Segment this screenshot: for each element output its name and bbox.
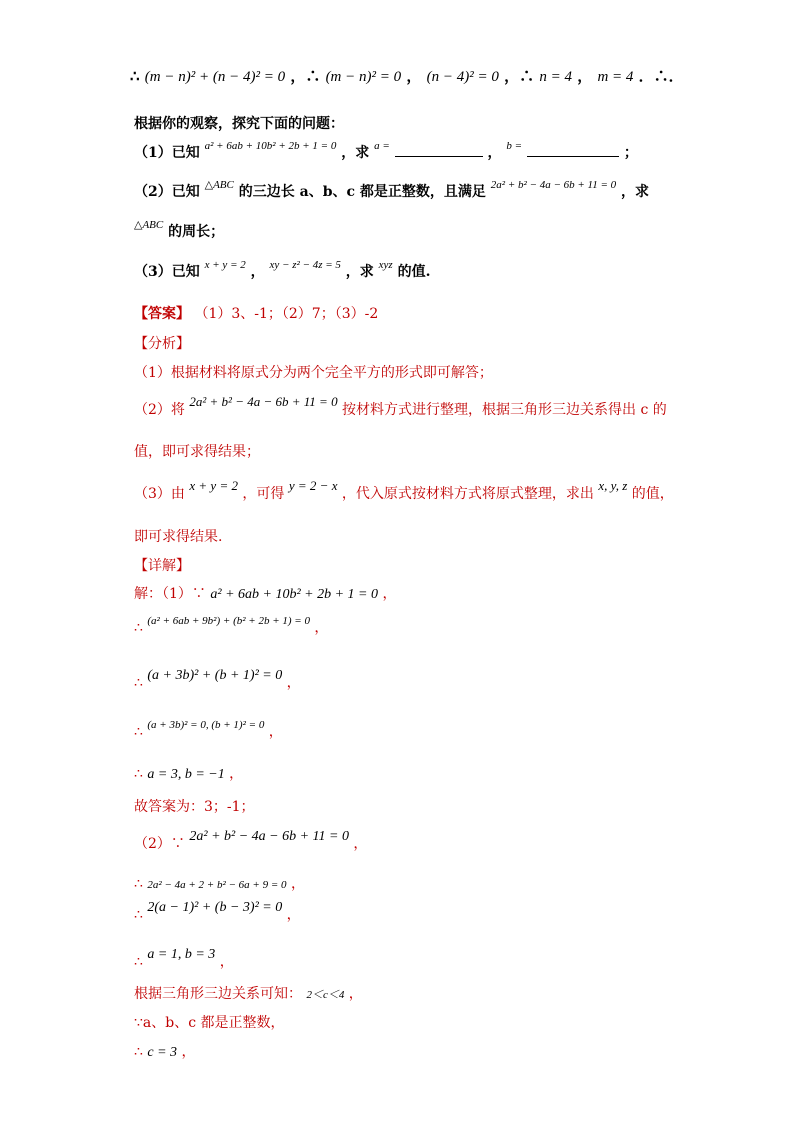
detail-tag: 【详解】 <box>134 558 190 574</box>
answer-tag: 【答案】 <box>134 306 190 322</box>
question-label: （2）已知 <box>134 184 200 200</box>
therefore-symbol: ∴ <box>130 67 140 85</box>
punctuation: ．∴． <box>638 67 684 85</box>
detail-step: ∵a、b、c 都是正整数， <box>134 1015 285 1031</box>
analysis-text: （3）由 <box>134 486 185 502</box>
answer-blank-b <box>527 142 619 157</box>
question-2-cont <box>134 219 225 243</box>
detail-text: （2）∵ <box>134 836 185 852</box>
therefore-symbol: ∴ <box>134 675 143 691</box>
math-expression: 2a² + b² − 4a − 6b + 11 = 0 <box>189 394 338 409</box>
detail-text: ， <box>290 876 305 892</box>
detail-step <box>134 764 243 785</box>
answer-blank-a <box>395 142 483 157</box>
punctuation: ； <box>623 145 638 161</box>
math-expression: 2a² − 4a + 2 + b² − 6a + 9 = 0 <box>147 879 287 891</box>
therefore-symbol: ∴ <box>134 954 143 970</box>
analysis-tag: 【分析】 <box>134 336 190 352</box>
math-expression: 2(a − 1)² + (b − 3)² = 0 <box>147 900 283 915</box>
math-expression: x + y = 2 <box>189 478 238 493</box>
question-text: 的三边长 a、b、c 都是正整数，且满足 <box>238 184 486 200</box>
question-text: 的值. <box>397 264 431 280</box>
question-3 <box>134 259 431 283</box>
analysis-text: （2）将 <box>134 402 185 418</box>
math-expression: (m − n)² = 0 <box>325 69 402 85</box>
math-expression: a² + 6ab + 10b² + 2b + 1 = 0 <box>204 140 337 152</box>
answer-line <box>134 304 378 324</box>
analysis-text: 按材料方式进行整理，根据三角形三边关系得出 c 的 <box>342 402 667 418</box>
math-expression: a = <box>374 140 390 152</box>
detail-step: 故答案为：3；-1； <box>134 799 255 815</box>
math-expression: x + y = 2 <box>204 259 246 271</box>
question-text: ，求 <box>621 184 650 200</box>
detail-text: 解：（1）∵ <box>134 586 206 602</box>
math-expression: x, y, z <box>598 478 628 493</box>
detail-step <box>134 947 234 973</box>
detail-text: ， <box>382 586 397 602</box>
math-expression: 2a² + b² − 4a − 6b + 11 = 0 <box>189 829 349 844</box>
math-expression: n = 4 <box>539 69 572 85</box>
detail-text: ， <box>268 724 283 740</box>
detail-text: ， <box>286 907 301 923</box>
math-expression: xyz <box>378 259 393 271</box>
detail-step <box>134 615 329 639</box>
triangle-label: △ABC <box>134 219 164 231</box>
detail-step <box>134 719 283 743</box>
detail-text: ， <box>181 1044 196 1060</box>
analysis-line-1: （1）根据材料将原式分为两个完全平方的形式即可解答； <box>134 365 493 381</box>
math-expression: (a + 3b)² + (b + 1)² = 0 <box>147 668 283 683</box>
math-expression: y = 2 − x <box>288 478 338 493</box>
detail-step <box>134 1042 196 1063</box>
question-text: ，求 <box>341 145 370 161</box>
question-label: （3）已知 <box>134 264 200 280</box>
question-1 <box>134 142 638 164</box>
detail-text: ， <box>314 620 329 636</box>
detail-step <box>134 874 305 895</box>
detail-step <box>134 829 368 855</box>
math-expression: a = 3, b = −1 <box>147 767 225 782</box>
analysis-text: ，可得 <box>242 486 285 502</box>
answer-text: （1）3、-1；（2）7；（3）-2 <box>194 306 379 322</box>
therefore-symbol: ∴ <box>134 724 143 740</box>
math-expression: (a + 3b)² = 0, (b + 1)² = 0 <box>147 719 265 731</box>
math-expression: (a² + 6ab + 9b²) + (b² + 2b + 1) = 0 <box>147 615 310 627</box>
punctuation: ，∴ <box>290 67 321 85</box>
math-expression: m = 4 <box>597 69 634 85</box>
math-expression: a = 1, b = 3 <box>147 947 216 962</box>
math-expression: (n − 4)² = 0 <box>426 69 499 85</box>
math-expression: a² + 6ab + 10b² + 2b + 1 = 0 <box>210 587 379 602</box>
detail-text: ， <box>229 766 244 782</box>
math-expression: xy − z² − 4z = 5 <box>269 259 341 271</box>
detail-step <box>134 984 363 1005</box>
therefore-symbol: ∴ <box>134 766 143 782</box>
analysis-line-4 <box>134 478 674 504</box>
punctuation: ，∴ <box>504 67 535 85</box>
detail-step <box>134 900 301 926</box>
question-prompt: 根据你的观察，探究下面的问题： <box>134 116 344 132</box>
triangle-label: △ABC <box>204 179 234 191</box>
math-expression: (m − n)² + (n − 4)² = 0 <box>144 69 286 85</box>
therefore-symbol: ∴ <box>134 907 143 923</box>
question-text: 的周长； <box>168 224 225 240</box>
intro-line <box>130 66 684 87</box>
analysis-text: ，代入原式按材料方式将原式整理，求出 <box>341 486 594 502</box>
analysis-line-5: 即可求得结果. <box>134 529 223 545</box>
analysis-text: 的值， <box>631 486 674 502</box>
detail-text: ， <box>348 986 363 1002</box>
therefore-symbol: ∴ <box>134 876 143 892</box>
question-2 <box>134 179 650 203</box>
analysis-line-3: 值，即可求得结果； <box>134 444 260 460</box>
detail-text: ， <box>286 675 301 691</box>
detail-step <box>134 668 301 694</box>
analysis-line-2 <box>134 394 667 420</box>
punctuation: ， <box>250 264 265 280</box>
therefore-symbol: ∴ <box>134 1044 143 1060</box>
math-expression: 2＜c＜4 <box>306 989 345 1001</box>
punctuation: ， <box>406 67 422 85</box>
punctuation: ， <box>577 67 593 85</box>
question-label: （1）已知 <box>134 145 200 161</box>
detail-text: ， <box>219 954 234 970</box>
punctuation: ， <box>487 145 502 161</box>
detail-text: ， <box>353 836 368 852</box>
therefore-symbol: ∴ <box>134 620 143 636</box>
detail-step <box>134 584 396 605</box>
question-text: ，求 <box>345 264 374 280</box>
math-expression: c = 3 <box>147 1045 178 1060</box>
math-expression: b = <box>506 140 523 152</box>
math-expression: 2a² + b² − 4a − 6b + 11 = 0 <box>490 179 617 191</box>
detail-text: 根据三角形三边关系可知： <box>134 986 302 1002</box>
